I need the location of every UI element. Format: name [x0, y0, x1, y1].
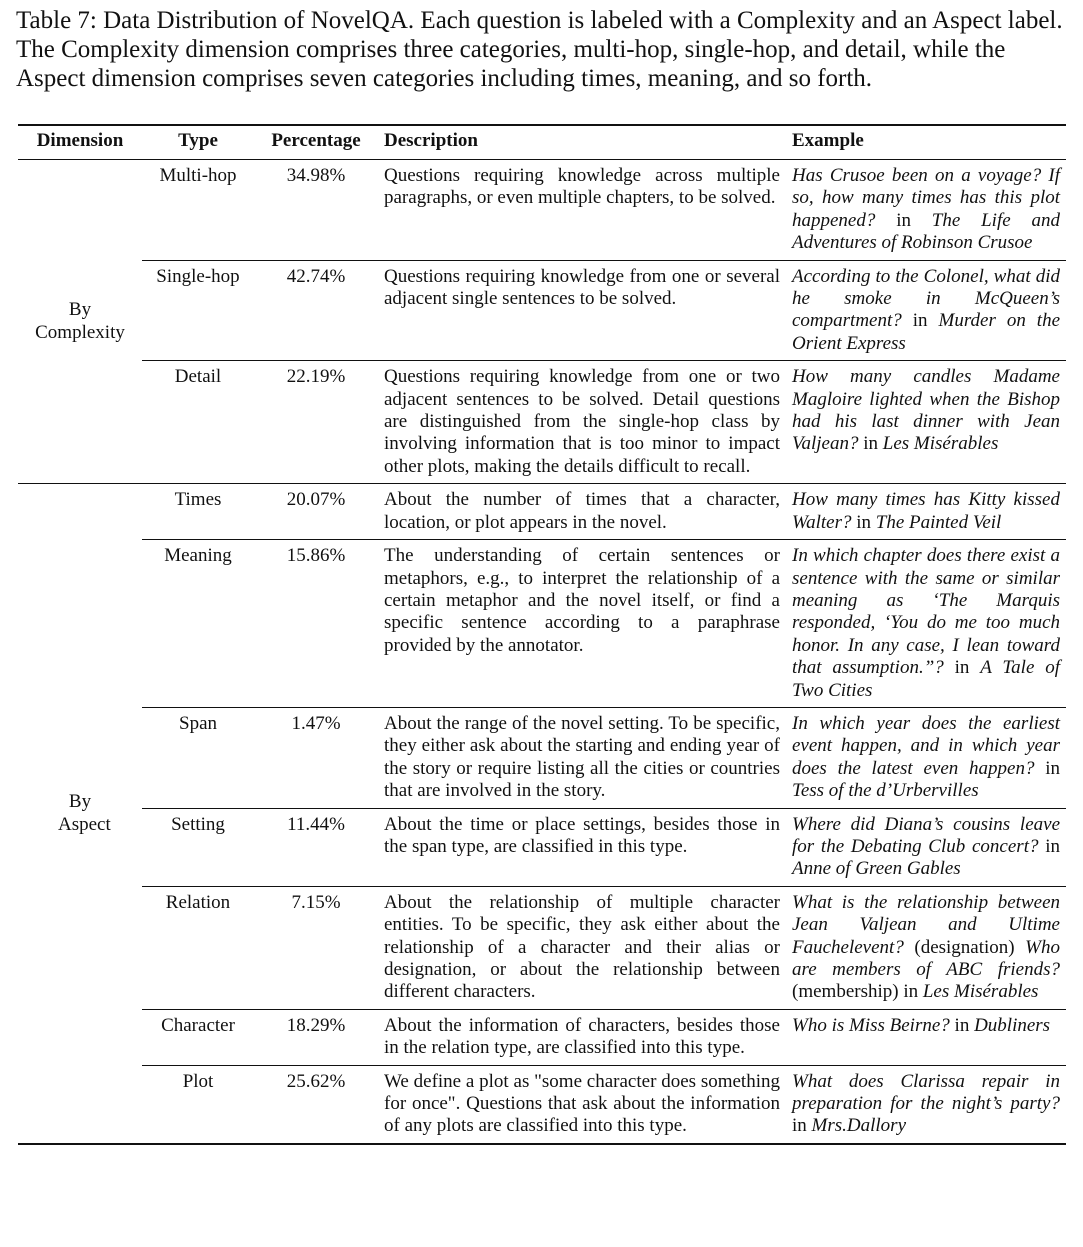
example-connector: in [943, 657, 981, 679]
row-example [786, 361, 1066, 484]
example-connector: in [1034, 757, 1061, 779]
example-question: What is the relationship between Jean Valjean and Ultime Fauchelevent? [792, 891, 1060, 958]
row-description: We define a plot as "some character does something for once". Questions that ask about the information of any plots are classified into this type. [378, 1065, 786, 1144]
header-type: Type [178, 130, 218, 151]
example-question-2: Who are members of ABC friends? [792, 936, 1060, 980]
row-percentage: 15.86% [254, 540, 378, 708]
table-row [18, 808, 1066, 886]
example-book: A Tale of Two Cities [792, 657, 1061, 701]
header-dimension: Dimension [36, 130, 124, 151]
row-type: Detail [142, 361, 254, 484]
example-book: Murder on the Orient Express [792, 310, 1061, 354]
row-example [786, 707, 1066, 808]
row-type: Plot [142, 1065, 254, 1144]
example-book: The Painted Veil [875, 511, 1002, 533]
example-connector: in [949, 1014, 975, 1036]
example-question: According to the Colonel, what did he smoke in McQueen’s compartment? [792, 265, 1060, 332]
row-description: Questions requiring knowledge across multiple paragraphs, or even multiple chapters, to be solved. [384, 165, 780, 209]
example-question: What does Clarissa repair in preparation for the night’s party? [792, 1070, 1060, 1115]
row-example [786, 886, 1066, 1009]
example-book: Anne of Green Gables [792, 858, 961, 880]
example-label: (designation) [903, 936, 1026, 958]
table-row [18, 1009, 1066, 1065]
row-percentage: 42.74% [254, 260, 378, 361]
row-percentage: 25.62% [254, 1065, 378, 1144]
row-percentage: 7.15% [254, 886, 378, 1009]
row-example [786, 808, 1066, 886]
row-example [786, 540, 1066, 708]
example-connector: in [792, 1115, 812, 1137]
row-description: Questions requiring knowledge from one or several adjacent single sentences to be solved. [378, 260, 786, 361]
example-connector: (membership) in [792, 981, 923, 1003]
row-description: About the range of the novel setting. To be specific, they either ask about the starting and ending year of the story or require listing all the cities or countries that are involved in the story. [378, 707, 786, 808]
row-percentage: 20.07% [254, 484, 378, 540]
row-percentage: 22.19% [254, 361, 378, 484]
row-percentage: 34.98% [286, 165, 346, 186]
row-example [786, 260, 1066, 361]
row-percentage: 11.44% [254, 808, 378, 886]
table-row [18, 260, 1066, 361]
header-example: Example [792, 130, 864, 151]
row-description: About the time or place settings, besides those in the span type, are classified in this type. [378, 808, 786, 886]
example-connector: in [1038, 835, 1061, 857]
row-type: Single-hop [142, 260, 254, 361]
row-example [786, 160, 1066, 261]
example-book: Les Misérables [882, 433, 999, 455]
row-type: Meaning [142, 540, 254, 708]
example-question: Where did Diana’s cousins leave for the Debating Club concert? [792, 813, 1060, 857]
example-question: How many times has Kitty kissed Walter? [792, 489, 1060, 533]
table-row [18, 484, 1066, 540]
example-connector: in [858, 433, 883, 455]
row-description: Questions requiring knowledge from one or two adjacent sentences to be solved. Detail questions are distinguished from the single-hop class by involving information that is too minor to impact other plots, making the details difficult to recall. [378, 361, 786, 484]
example-question: How many candles Madame Magloire lighted when the Bishop had his last dinner with Jean Valjean? [792, 366, 1060, 455]
table-row [18, 886, 1066, 1009]
row-type: Character [142, 1009, 254, 1065]
example-book: Les Misérables [922, 981, 1039, 1003]
row-description: About the number of times that a character, location, or plot appears in the novel. [378, 484, 786, 540]
row-type: Multi-hop [159, 165, 237, 186]
row-description: About the relationship of multiple character entities. To be specific, they ask either about the relationship of a character and their alias or designation, or about the relationship between different characters. [378, 886, 786, 1009]
example-book: Tess of the d’Urbervilles [792, 780, 979, 802]
row-percentage: 1.47% [254, 707, 378, 808]
example-book: The Life and Adventures of Robinson Crusoe [792, 209, 1060, 254]
table-row [18, 707, 1066, 808]
table-row [18, 1065, 1066, 1144]
example-book: Mrs.Dallory [811, 1115, 907, 1137]
header-description: Description [384, 130, 478, 151]
group-by-complexity: By Complexity [35, 299, 125, 343]
example-connector: in [875, 209, 932, 231]
data-distribution-table [18, 124, 1066, 1145]
row-example [786, 1009, 1066, 1065]
row-description: About the information of characters, besides those in the relation type, are classified into this type. [378, 1009, 786, 1065]
row-type: Span [142, 707, 254, 808]
example-connector: in [901, 310, 939, 332]
row-example [786, 1065, 1066, 1144]
row-type: Setting [142, 808, 254, 886]
example-book: Dubliners [974, 1014, 1051, 1036]
table-row [18, 361, 1066, 484]
table-row [18, 160, 1066, 261]
table-caption: Table 7: Data Distribution of NovelQA. Each question is labeled with a Complexity and an Aspect label. The Complexity dimension comprises three categories, multi-hop, single-hop, and detail, while the Aspect dimension comprises seven categories including times, meaning, and so forth. [16, 7, 1063, 92]
row-description: The understanding of certain sentences or metaphors, e.g., to interpret the relationship of a certain metaphor and the novel itself, or find a specific sentence according to a paraphrase provided by the annotator. [378, 540, 786, 708]
row-percentage: 18.29% [254, 1009, 378, 1065]
table-header-row [18, 125, 1066, 160]
table-row [18, 540, 1066, 708]
example-connector: in [851, 511, 876, 533]
example-question: In which chapter does there exist a sentence with the same or similar meaning as ‘The Marquis responded, ‘You do me too much honor. In any case, I lean toward that assumption.”? [792, 545, 1060, 679]
row-example [786, 484, 1066, 540]
example-question: In which year does the earliest event happen, and in which year does the latest even happen? [792, 712, 1060, 779]
header-percentage: Percentage [271, 130, 361, 151]
example-question: Who is Miss Beirne? [792, 1014, 950, 1036]
example-question: Has Crusoe been on a voyage? If so, how many times has this plot happened? [792, 165, 1060, 231]
group-by-aspect: By Aspect [18, 484, 142, 1144]
row-type: Times [142, 484, 254, 540]
row-type: Relation [142, 886, 254, 1009]
